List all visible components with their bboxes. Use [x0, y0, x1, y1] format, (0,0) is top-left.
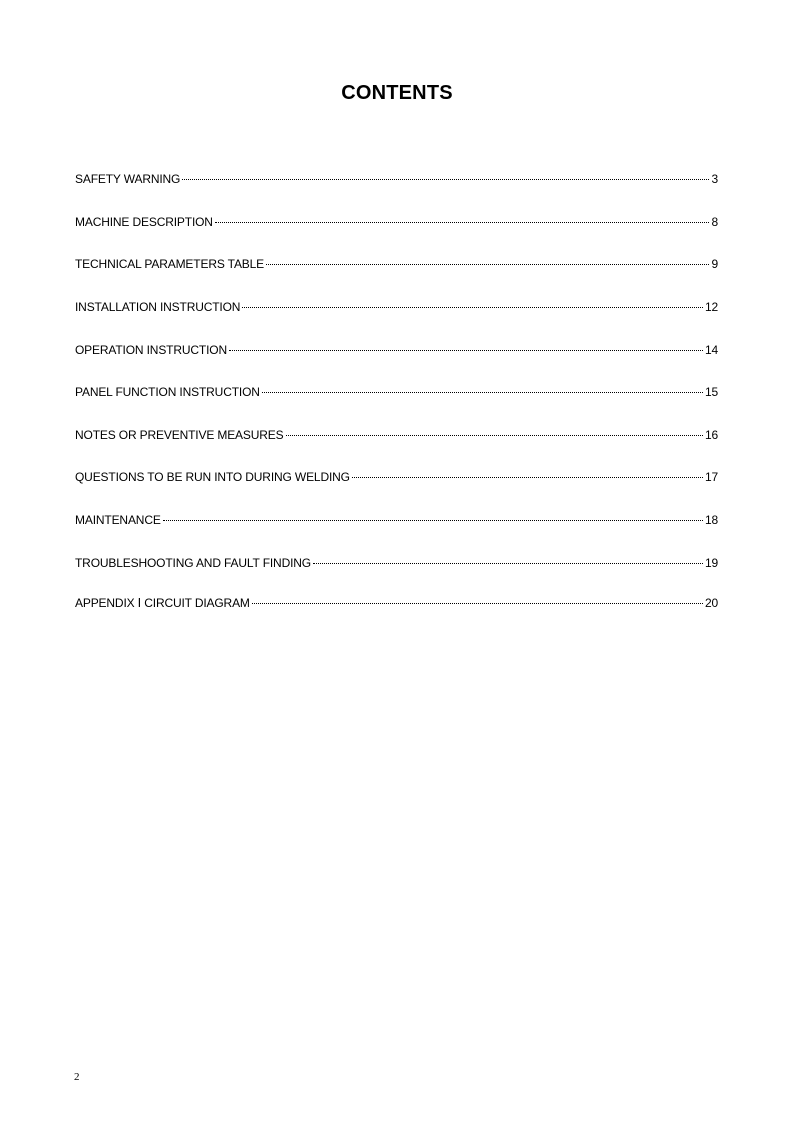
toc-dot-leader	[266, 264, 709, 265]
toc-dot-leader	[242, 307, 703, 308]
toc-entry-label: APPENDIX Ⅰ CIRCUIT DIAGRAM	[75, 596, 250, 610]
toc-entry-label: TECHNICAL PARAMETERS TABLE	[75, 257, 265, 271]
page-title: CONTENTS	[341, 82, 453, 104]
toc-entry-label: OPERATION INSTRUCTION	[75, 343, 227, 357]
toc-entry-operation-instruction[interactable]	[75, 342, 718, 358]
toc-entry-label: MAINTENANCE	[75, 513, 161, 527]
toc-entry-label: TROUBLESHOOTING AND FAULT FINDING	[75, 556, 311, 570]
toc-entry-notes-or-preventive-measures[interactable]	[75, 427, 718, 443]
toc-entry-troubleshooting[interactable]	[75, 555, 718, 571]
toc-entry-page: 15	[704, 385, 718, 399]
toc-dot-leader	[313, 563, 703, 564]
toc-entry-installation-instruction[interactable]	[75, 299, 718, 315]
toc-entry-appendix-circuit-diagram[interactable]	[75, 595, 718, 611]
toc-entry-panel-function-instruction[interactable]	[75, 384, 718, 400]
toc-dot-leader	[352, 477, 703, 478]
toc-entry-page: 14	[704, 343, 718, 357]
toc-entry-page: 8	[711, 215, 718, 229]
toc-entry-page: 9	[711, 257, 718, 271]
toc-entry-safety-warning[interactable]	[75, 171, 718, 187]
toc-entry-machine-description[interactable]	[75, 214, 718, 230]
toc-entry-technical-parameters-table[interactable]	[75, 256, 718, 272]
toc-entry-label: MACHINE DESCRIPTION	[75, 215, 213, 229]
toc-dot-leader	[252, 603, 703, 604]
toc-entry-page: 20	[704, 596, 718, 610]
page-number: 2	[74, 1071, 80, 1083]
toc-entry-page: 3	[711, 172, 718, 186]
toc-entry-label: QUESTIONS TO BE RUN INTO DURING WELDING	[75, 470, 350, 484]
toc-entry-label: NOTES OR PREVENTIVE MEASURES	[75, 428, 284, 442]
toc-entry-page: 17	[704, 470, 718, 484]
toc-entry-maintenance[interactable]	[75, 512, 718, 528]
toc-dot-leader	[229, 350, 703, 351]
toc-dot-leader	[163, 520, 703, 521]
toc-dot-leader	[182, 179, 709, 180]
toc-entry-questions-during-welding[interactable]	[75, 469, 718, 485]
toc-entry-page: 16	[704, 428, 718, 442]
toc-entry-page: 12	[704, 300, 718, 314]
toc-entry-label: INSTALLATION INSTRUCTION	[75, 300, 241, 314]
toc-dot-leader	[215, 222, 710, 223]
toc-entry-page: 19	[704, 556, 718, 570]
toc-dot-leader	[262, 392, 703, 393]
toc-entry-label: SAFETY WARNING	[75, 172, 181, 186]
toc-entry-page: 18	[704, 513, 718, 527]
toc-entry-label: PANEL FUNCTION INSTRUCTION	[75, 385, 260, 399]
toc-dot-leader	[286, 435, 703, 436]
